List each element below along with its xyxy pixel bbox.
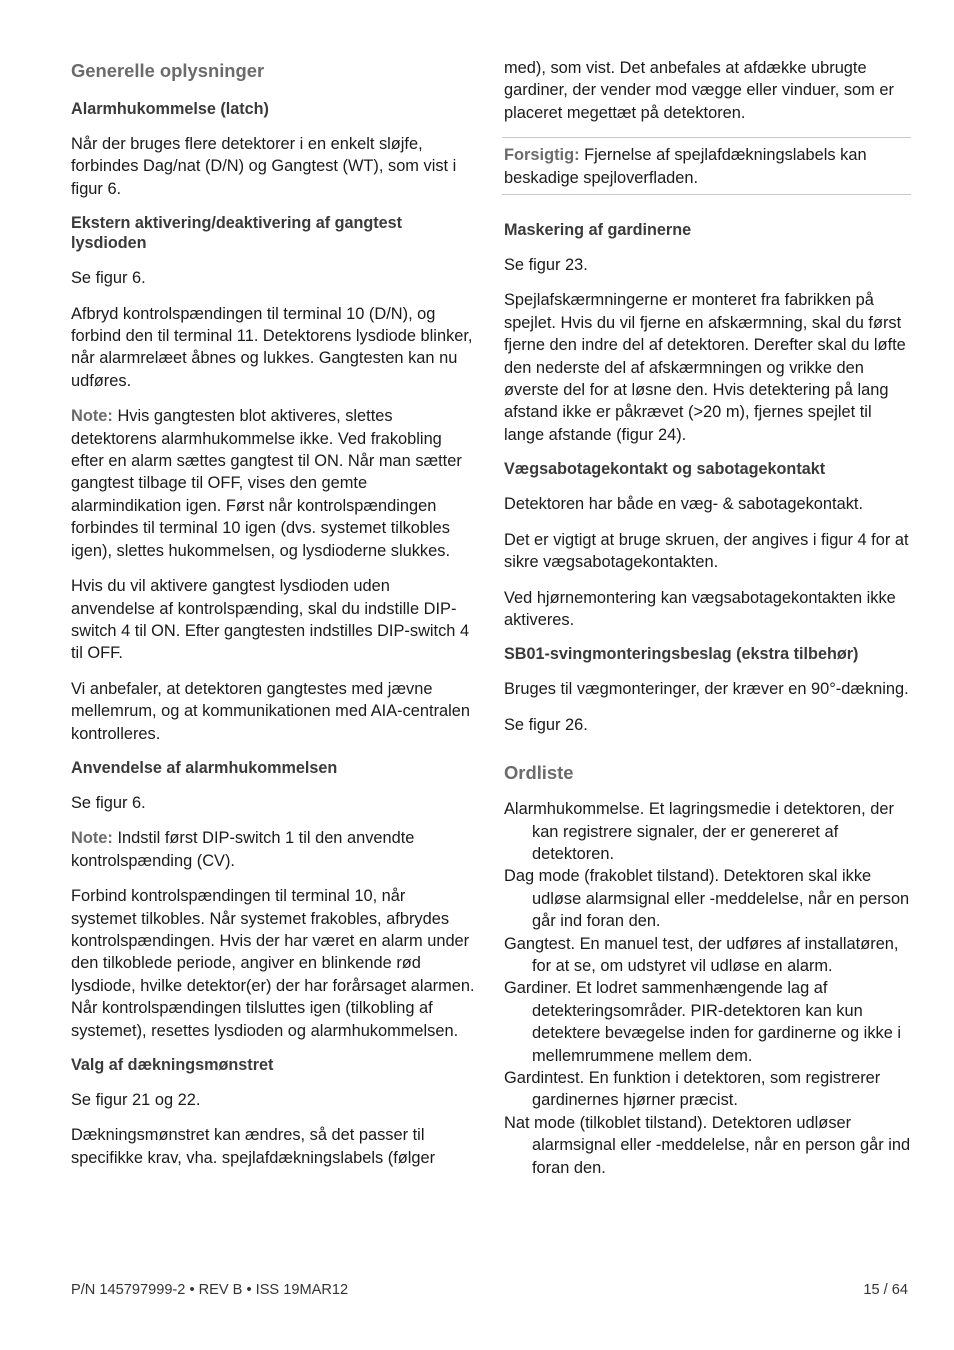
- paragraph-recommendation: Vi anbefaler, at detektoren gangtestes med jævne mellemrum, og at kommunikationen med AIA-centralen kontrolleres.: [71, 679, 471, 743]
- caution-label: Forsigtig:: [504, 146, 580, 165]
- note-paragraph: [71, 405, 475, 562]
- note-paragraph: [71, 827, 475, 872]
- paragraph-see-figure: Se figur 6.: [71, 793, 146, 812]
- heading-external-activation: Ekstern aktivering/deaktivering af gangtest lysdioden: [71, 214, 403, 253]
- paragraph-connect-voltage: Forbind kontrolspændingen til terminal 10, når systemet tilkobles. Når systemet frakobles, afbrydes kontrolspændingen. Hvis der har været en alarm under den tilkoblede periode, angiver en blinkende rød lysdiode, hvilke detektor(er) der har forårsaget alarmen. Når kontrolspændingen tilsluttes igen (tilkobling af systemet), resettes lysdioden og alarmhukommelsen.: [71, 887, 475, 1040]
- paragraph-tamper-2: Det er vigtigt at bruge skruen, der angives i figur 4 for at sikre vægsabotagekontakten.: [504, 530, 909, 572]
- heading-masking: Maskering af gardinerne: [504, 221, 692, 240]
- heading-use-latch: Anvendelse af alarmhukommelsen: [71, 758, 338, 777]
- paragraph-see-figure: Se figur 23.: [504, 256, 588, 275]
- paragraph-masking-body: Spejlafskærmningerne er monteret fra fabrikken på spejlet. Hvis du vil fjerne en afskærmning, skal du først fjerne den indre del af detektoren. Derefter skal du løfte den nederste del af afskærmningen og vrikke den øverste del for at løsne den. Hvis detektering på lang afstand ikke er påkrævet (>20 m), fjernes spejlet til lange afstande (figur 24).: [504, 291, 906, 444]
- paragraph-continued: med), som vist. Det anbefales at afdække ubrugte gardiner, der vender mod vægge eller vinduer, som er placeret megettæt på detektoren.: [504, 59, 894, 122]
- paragraph-dip-switch: Hvis du vil aktivere gangtest lysdioden uden anvendelse af kontrolspænding, skal du indstille DIP-switch 4 til ON. Efter gangtesten indstilles DIP-switch 4 til OFF.: [71, 577, 470, 663]
- glossary-item: Dag mode (frakoblet tilstand). Detektoren skal ikke udløse alarmsignal eller -meddelelse, når en person går ind foran den.: [504, 867, 910, 931]
- paragraph-external-body: Afbryd kontrolspændingen til terminal 10 (D/N), og forbind den til terminal 11. Detektorens lysdiode blinker, når alarmrelæet åbnes og lukkes. Gangtesten kan nu udføres.: [71, 304, 473, 390]
- glossary-item: Gardintest. En funktion i detektoren, som registrerer gardinernes hjørner præcist.: [504, 1069, 881, 1110]
- footer-page-number: 15 / 64: [863, 1282, 908, 1298]
- note-label: Note:: [71, 407, 113, 426]
- paragraph-see-figure: Se figur 6.: [71, 269, 146, 288]
- caution-box: [502, 137, 911, 195]
- glossary-item: Gangtest. En manuel test, der udføres af installatøren, for at se, om udstyret vil udløse en alarm.: [504, 934, 899, 975]
- heading-coverage-pattern: Valg af dækningsmønstret: [71, 1056, 274, 1074]
- paragraph-tamper-1: Detektoren har både en væg- & sabotagekontakt.: [504, 495, 864, 514]
- note-label: Note:: [71, 829, 113, 848]
- left-column: [71, 57, 475, 1182]
- paragraph-sb01: Bruges til vægmonteringer, der kræver en 90°-dækning.: [504, 680, 909, 699]
- paragraph-latch: Når der bruges flere detektorer i en enkelt sløjfe, forbindes Dag/nat (D/N) og Gangtest (WT), som vist i figur 6.: [71, 135, 457, 198]
- glossary-list: [504, 798, 911, 1179]
- footer-part-number: P/N 145797999-2 • REV B • ISS 19MAR12: [71, 1282, 349, 1298]
- paragraph-see-figure: Se figur 21 og 22.: [71, 1091, 201, 1109]
- section-heading-glossary: Ordliste: [504, 762, 574, 784]
- note-body: Indstil først DIP-switch 1 til den anvendte kontrolspænding (CV).: [71, 829, 415, 870]
- caution-body: Fjernelse af spejlafdækningslabels kan beskadige spejloverfladen.: [504, 146, 867, 187]
- heading-tamper: Vægsabotagekontakt og sabotagekontakt: [504, 460, 826, 479]
- glossary-item: Nat mode (tilkoblet tilstand). Detektoren udløser alarmsignal eller -meddelelse, når en person går ind foran den.: [504, 1113, 911, 1177]
- right-column: [504, 57, 911, 1179]
- glossary-item: Alarmhukommelse. Et lagringsmedie i detektoren, der kan registrere signaler, der er genereret af detektoren.: [504, 800, 894, 863]
- caution-paragraph: [504, 144, 911, 189]
- glossary-item: Gardiner. Et lodret sammenhængende lag af detekteringsområder. PIR-detektoren kan kun detektere bevægelse inden for gardinerne og ikke i mellemrummene mellem dem.: [504, 979, 902, 1065]
- paragraph-see-figure: Se figur 26.: [504, 715, 588, 734]
- heading-sb01: SB01-svingmonteringsbeslag (ekstra tilbehør): [504, 645, 859, 664]
- paragraph-tamper-3: Ved hjørnemontering kan vægsabotagekontakten ikke aktiveres.: [504, 588, 896, 629]
- note-body: Hvis gangtesten blot aktiveres, slettes detektorens alarmhukommelse ikke. Ved frakobling efter en alarm sættes gangtest til ON. Når man sætter gangtest tilbage til OFF, vises den gemte alarmindikation igen. Først når kontrolspændingen forbindes til terminal 10 igen (dvs. systemet tilkobles igen), slettes hukommelsen, og lysdioderne slukkes.: [71, 407, 462, 560]
- paragraph-coverage-body: Dækningsmønstret kan ændres, så det passer til specifikke krav, vha. spejlafdækningslabels (følger: [71, 1126, 436, 1167]
- heading-latch: Alarmhukommelse (latch): [71, 100, 269, 118]
- section-heading-general: Generelle oplysninger: [71, 60, 265, 81]
